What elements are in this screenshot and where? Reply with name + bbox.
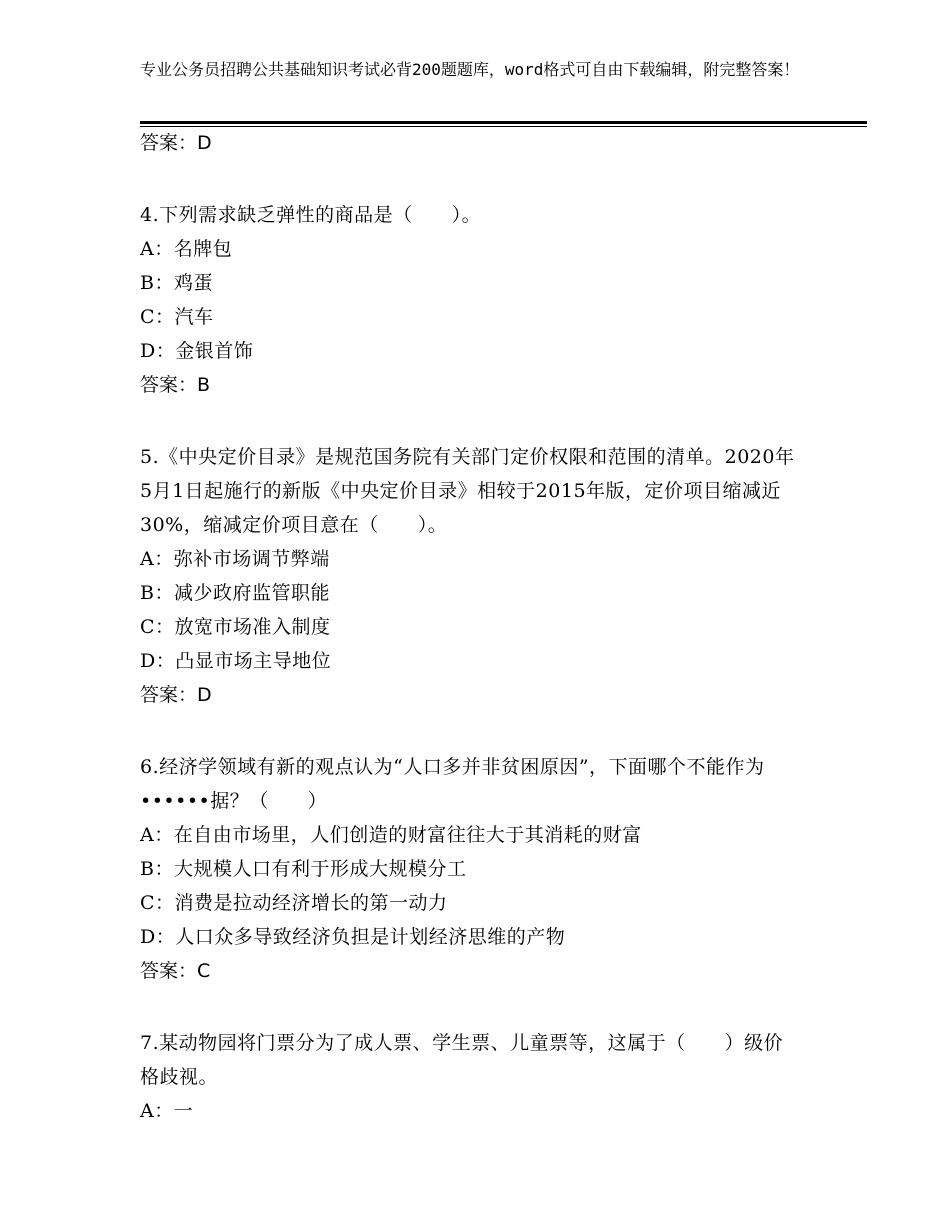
option-a: A：名牌包 [140,238,233,260]
question-6 [140,750,800,988]
option-d: D：人口众多导致经济负担是计划经济思维的产物 [140,926,566,948]
option-d: D：金银首饰 [140,340,254,362]
option-c: C：消费是拉动经济增长的第一动力 [140,892,448,914]
option-b: B：大规模人口有利于形成大规模分工 [140,858,467,880]
question-text: 6.经济学领域有新的观点认为“人口多并非贫困原因”，下面哪个不能作为••••••据？（ ） [140,756,765,812]
option-a: A：在自由市场里，人们创造的财富往往大于其消耗的财富 [140,824,642,846]
question-7 [140,1026,800,1128]
answer-line: 答案：B [140,374,211,396]
option-b: B：减少政府监管职能 [140,582,330,604]
question-text: 5.《中央定价目录》是规范国务院有关部门定价权限和范围的清单。2020年5月1日起施行的新版《中央定价目录》相较于2015年版，定价项目缩减近30%，缩减定价项目意在（ ）。 [140,446,795,536]
option-d: D：凸显市场主导地位 [140,650,332,672]
answer-line: 答案：D [140,132,212,154]
question-text: 7.某动物园将门票分为了成人票、学生票、儿童票等，这属于（ ）级价格歧视。 [140,1032,784,1088]
option-c: C：汽车 [140,306,214,328]
option-b: B：鸡蛋 [140,272,213,294]
answer-line: 答案：D [140,684,212,706]
document-body [140,126,800,1128]
document-header: 专业公务员招聘公共基础知识考试必背200题题库，word格式可自由下载编辑，附完整答案！ [140,60,800,79]
question-4 [140,198,800,402]
option-a: A：弥补市场调节弊端 [140,548,330,570]
header-rule-thick [140,121,867,124]
question-5 [140,440,800,712]
option-c: C：放宽市场准入制度 [140,616,331,638]
question-text: 4.下列需求缺乏弹性的商品是（ ）。 [140,204,482,226]
option-a: A：一 [140,1100,194,1122]
answer-line: 答案：C [140,960,211,982]
